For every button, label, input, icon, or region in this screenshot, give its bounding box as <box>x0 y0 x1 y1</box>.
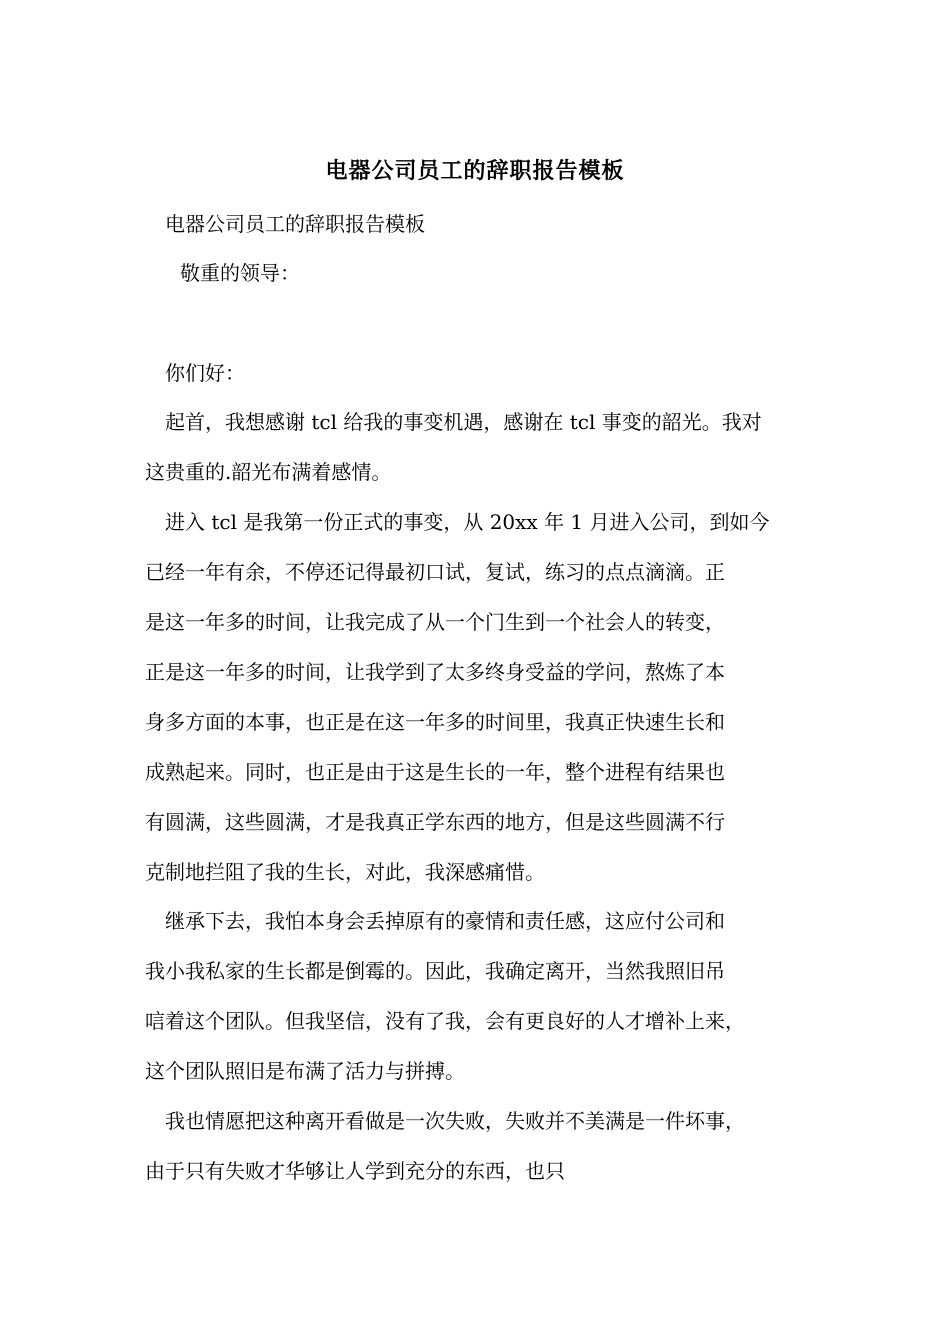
paragraph-line: 有圆满，这些圆满，才是我真正学东西的地方，但是这些圆满不行 <box>145 810 725 834</box>
paragraph-line: 起首，我想感谢 tcl 给我的事变机遇，感谢在 tcl 事变的韶光。我对 <box>165 410 762 434</box>
paragraph-line: 已经一年有余，不停还记得最初口试，复试，练习的点点滴滴。正 <box>145 560 725 584</box>
paragraph-line: 继承下去，我怕本身会丢掉原有的豪情和责任感，这应付公司和 <box>165 909 725 933</box>
paragraph-line: 这贵重的.韶光布满着感情。 <box>145 460 392 484</box>
paragraph-line: 克制地拦阻了我的生长，对此，我深感痛惜。 <box>145 860 545 884</box>
paragraph-line: 这个团队照旧是布满了活力与拼搏。 <box>145 1059 465 1083</box>
paragraph-line: 我也情愿把这种离开看做是一次失败，失败并不美满是一件坏事， <box>165 1109 745 1133</box>
salutation-line: 敬重的领导： <box>180 261 300 285</box>
paragraph-line: 由于只有失败才华够让人学到充分的东西，也只 <box>145 1159 565 1183</box>
subtitle-line: 电器公司员工的辞职报告模板 <box>165 212 425 236</box>
document-title: 电器公司员工的辞职报告模板 <box>325 158 625 184</box>
paragraph-line: 是这一年多的时间，让我完成了从一个门生到一个社会人的转变， <box>145 610 725 634</box>
paragraph-line: 唁着这个团队。但我坚信，没有了我，会有更良好的人才增补上来， <box>145 1009 745 1033</box>
paragraph-line: 正是这一年多的时间，让我学到了太多终身受益的学问，熬炼了本 <box>145 660 725 684</box>
greeting-line: 你们好： <box>165 361 245 385</box>
paragraph-line: 我小我私家的生长都是倒霉的。因此，我确定离开，当然我照旧吊 <box>145 959 725 983</box>
paragraph-line: 成熟起来。同时，也正是由于这是生长的一年，整个进程有结果也 <box>145 760 725 784</box>
paragraph-line: 身多方面的本事，也正是在这一年多的时间里，我真正快速生长和 <box>145 710 725 734</box>
paragraph-line: 进入 tcl 是我第一份正式的事变，从 20xx 年 1 月进入公司，到如今 <box>165 510 770 534</box>
